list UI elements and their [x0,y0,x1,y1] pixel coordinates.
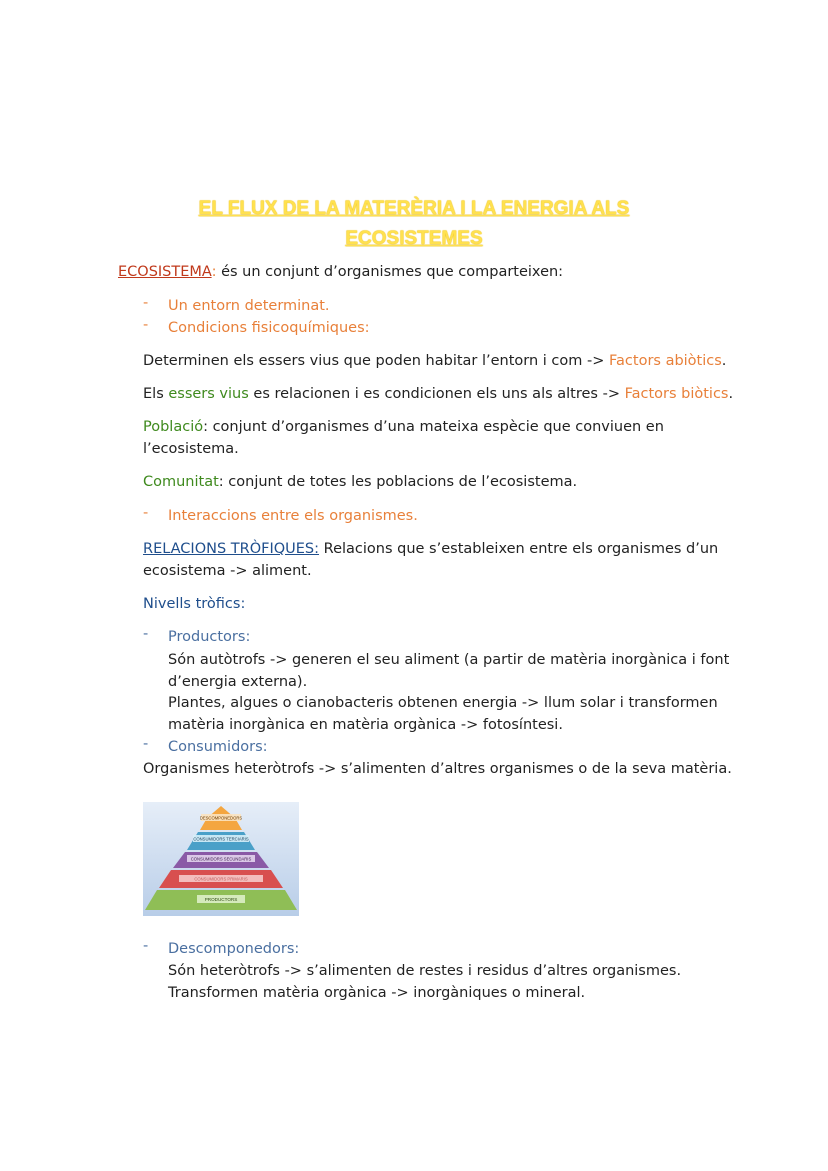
bullet-interaccions: Interaccions entre els organismes. [168,508,418,524]
bullet-dash: - [143,295,149,311]
consumidors-label: Consumidors: [168,739,268,755]
poblacio-paragraph-line1 [143,416,664,438]
document-title [100,194,728,254]
productors-line: d’energia externa). [168,674,308,690]
relacions-paragraph-line1 [143,538,718,560]
bullet-dash: - [143,626,149,642]
biotics-term: essers vius [168,386,249,402]
bullet-dash: - [143,938,149,954]
ecosistema-term: ECOSISTEMA [118,264,212,280]
nivells-heading: Nivells tròfics: [143,596,246,612]
descomponedors-line: Transformen matèria orgànica -> inorgàniques o mineral. [168,985,586,1001]
biotics-end: . [728,386,734,402]
bullet-condicions: Condicions fisicoquímiques: [168,320,370,336]
descomponedors-line: Són heteròtrofs -> s’alimenten de restes i residus d’altres organismes. [168,963,682,979]
relacions-text: Relacions que s’estableixen entre els organismes d’un [319,541,719,557]
biotics-highlight: Factors biòtics [624,386,729,402]
bullet-dash: - [143,317,149,333]
pyramid-label: PRODUCTORS [204,897,238,902]
biotics-paragraph [143,383,733,405]
pyramid-label: CONSUMIDORS TERCIARIS [193,836,249,842]
bullet-dash: - [143,505,149,521]
comunitat-term: Comunitat [143,474,219,490]
poblacio-paragraph-line2: l’ecosistema. [143,441,239,457]
biotics-mid: es relacionen i es condicionen els uns als altres -> [248,386,625,402]
productors-line: Plantes, algues o cianobacteris obtenen energia -> llum solar i transformen [168,695,718,711]
poblacio-text: : conjunt d’organismes d’una mateixa espècie que conviuen en [203,419,664,435]
pyramid-label: CONSUMIDORS SECUNDARIS [190,856,252,862]
abiotics-text: Determinen els essers vius que poden habitar l’entorn i com -> [143,353,610,369]
abiotics-highlight: Factors abiòtics [609,353,722,369]
relacions-paragraph-line2: ecosistema -> aliment. [143,563,312,579]
title-line-2: ECOSISTEMES [345,228,483,249]
ecosistema-definition-text: és un conjunt d’organismes que comparteixen: [216,264,564,280]
title-line-1: EL FLUX DE LA MATERÈRIA I LA ENERGIA ALS [198,198,630,219]
bullet-entorn: Un entorn determinat. [168,298,330,314]
productors-line: Són autòtrofs -> generen el seu aliment (a partir de matèria inorgànica i font [168,652,730,668]
trophic-pyramid-image [143,802,299,916]
productors-label: Productors: [168,629,251,645]
comunitat-paragraph [143,471,577,493]
descomponedors-label: Descomponedors: [168,941,300,957]
bullet-dash: - [143,736,149,752]
abiotics-paragraph [143,350,726,372]
relacions-term: RELACIONS TRÒFIQUES: [143,541,320,557]
abiotics-end: . [721,353,727,369]
comunitat-text: : conjunt de totes les poblacions de l’ecosistema. [218,474,578,490]
poblacio-term: Població [143,419,204,435]
ecosistema-definition [118,261,563,283]
consumidors-text: Organismes heteròtrofs -> s’alimenten d’altres organismes o de la seva matèria. [143,761,732,777]
biotics-pre: Els [143,386,169,402]
ecosistema-colon: : [211,264,217,280]
pyramid-label: DESCOMPONEDORS [199,815,243,821]
productors-line: matèria inorgànica en matèria orgànica -> fotosíntesi. [168,717,563,733]
pyramid-label: CONSUMIDORS PRIMARIS [194,876,248,882]
